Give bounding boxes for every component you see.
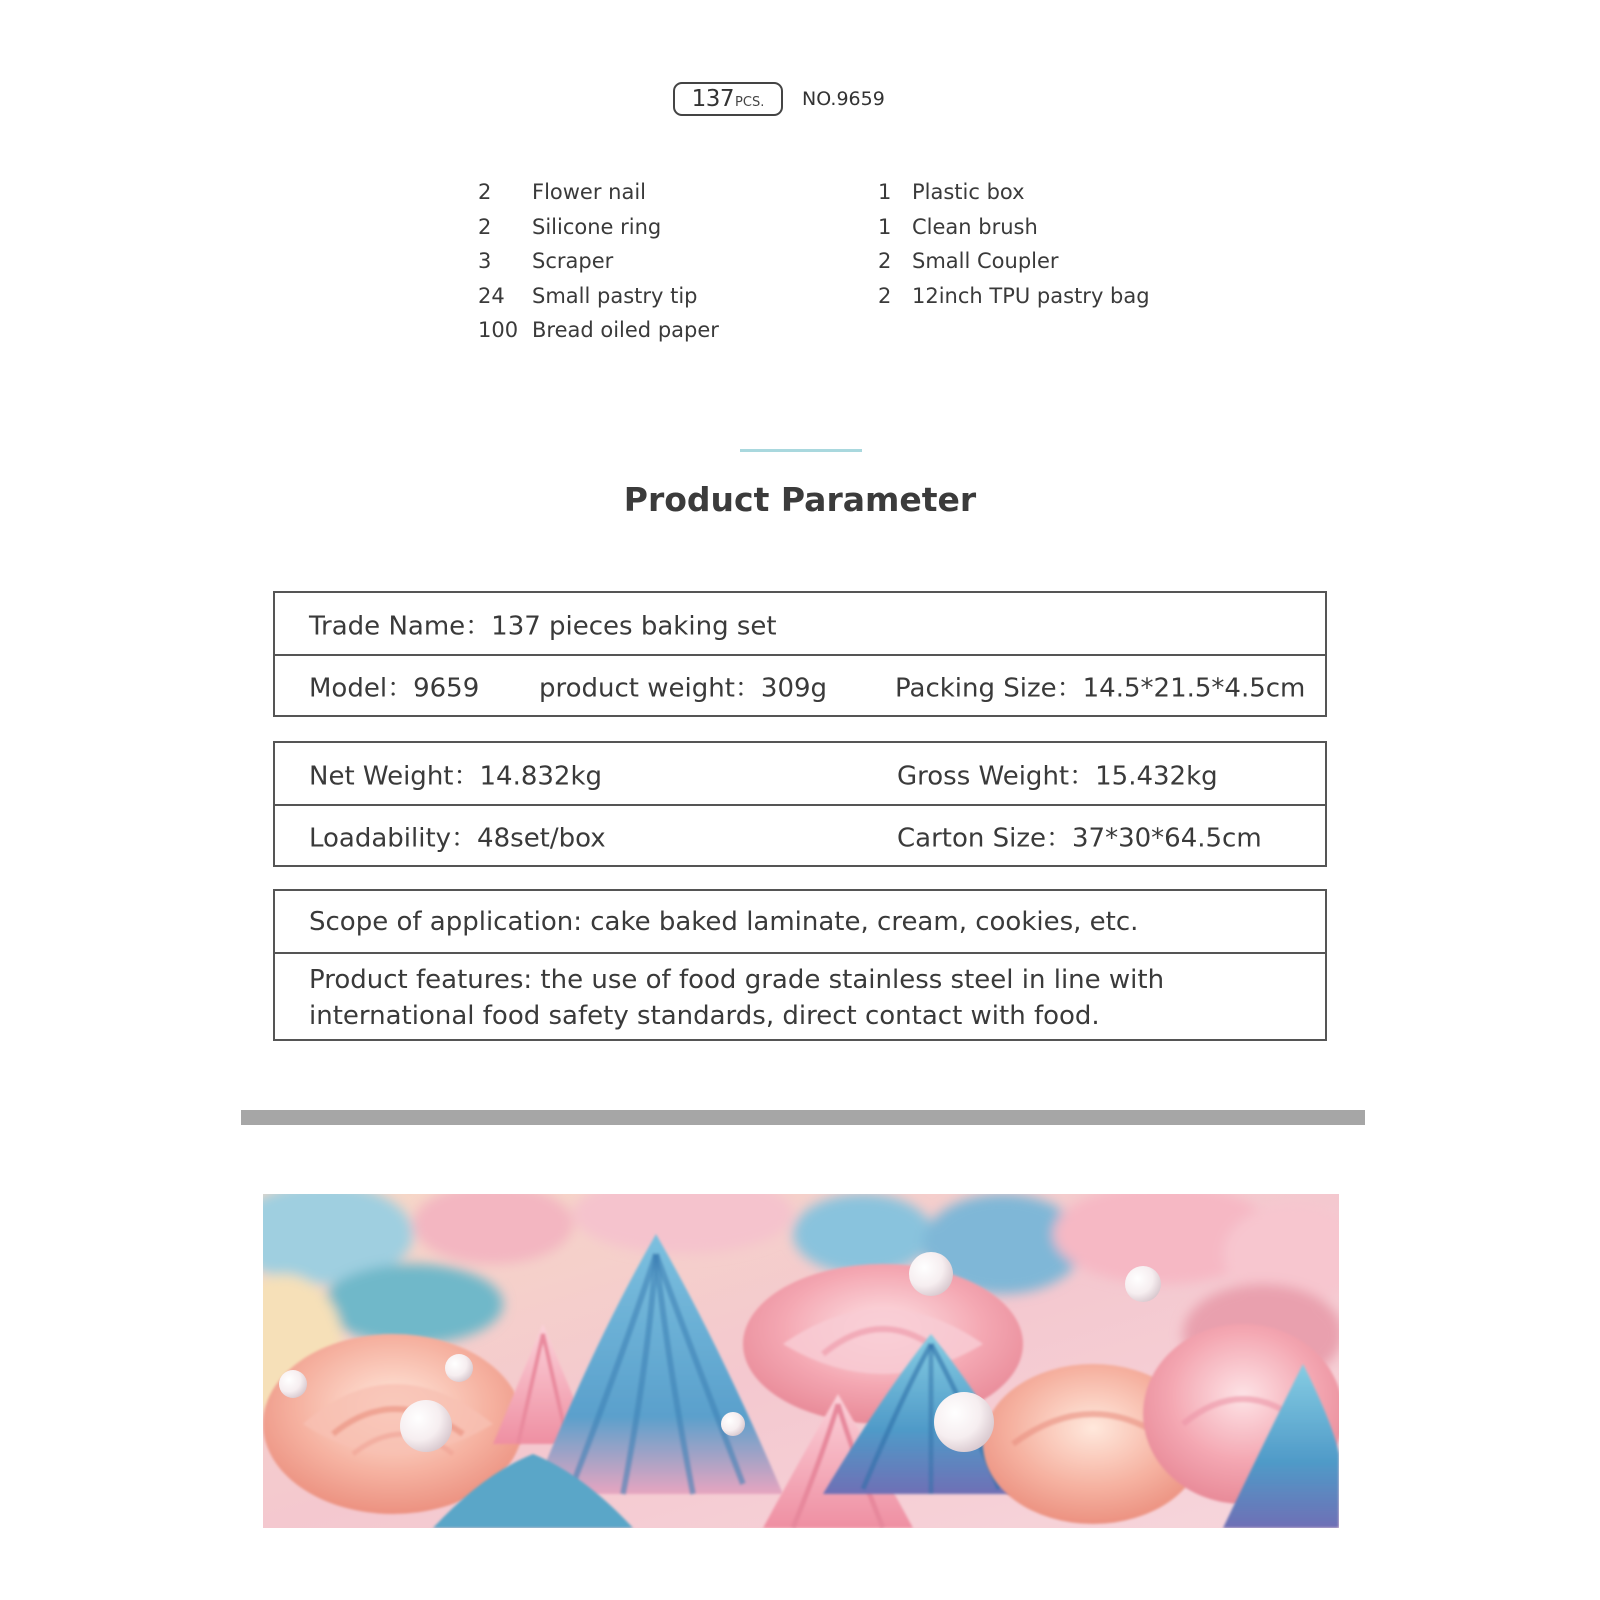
pieces-unit: PCS. — [735, 95, 765, 110]
carton-size-cell: Carton Size：37*30*64.5cm — [897, 823, 1262, 853]
frosting-banner-image — [263, 1194, 1339, 1528]
scope-cell: Scope of application: cake baked laminate, cream, cookies, etc. — [309, 906, 1139, 937]
packing-size-cell: Packing Size：14.5*21.5*4.5cm — [895, 673, 1306, 703]
item-name: Small pastry tip — [532, 283, 698, 308]
parameter-table-description — [273, 889, 1327, 1041]
item-name: Small Coupler — [912, 249, 1059, 273]
table-row — [275, 743, 1325, 804]
table-row — [275, 804, 1325, 865]
features-cell: Product features: the use of food grade stainless steel in line with international food safety standards, direct contact with food. — [309, 965, 1165, 1031]
item-quantity: 1 — [878, 214, 892, 239]
item-quantity: 100 — [478, 318, 519, 342]
item-quantity: 2 — [878, 283, 892, 308]
net-weight-cell: Net Weight：14.832kg — [309, 761, 603, 791]
parameter-table-basic — [273, 591, 1327, 717]
model-number: NO.9659 — [802, 88, 885, 110]
model-cell: Model：9659 — [309, 673, 480, 703]
gross-weight-cell: Gross Weight：15.432kg — [897, 761, 1218, 791]
product-header — [0, 82, 1600, 122]
trade-name-cell: Trade Name：137 pieces baking set — [309, 611, 777, 641]
item-quantity: 1 — [878, 180, 892, 204]
loadability-cell: Loadability：48set/box — [309, 823, 606, 853]
section-divider — [241, 1110, 1365, 1125]
table-row — [275, 952, 1325, 1039]
pieces-count: 137 — [691, 86, 735, 112]
table-row — [275, 593, 1325, 654]
section-accent-line — [740, 449, 862, 452]
item-name: Scraper — [532, 249, 614, 273]
item-quantity: 24 — [478, 283, 505, 308]
item-name: Plastic box — [912, 180, 1025, 204]
item-quantity: 2 — [478, 180, 492, 204]
item-quantity: 2 — [478, 214, 492, 239]
item-name: Flower nail — [532, 180, 647, 204]
item-quantity: 2 — [878, 249, 892, 273]
pieces-badge — [673, 82, 783, 116]
item-name: 12inch TPU pastry bag — [912, 283, 1150, 308]
item-name: Clean brush — [912, 214, 1038, 239]
product-weight-cell: product weight：309g — [539, 673, 828, 703]
item-name: Silicone ring — [532, 214, 662, 239]
parameter-table-shipping — [273, 741, 1327, 867]
table-row — [275, 891, 1325, 952]
item-name: Bread oiled paper — [532, 318, 719, 342]
item-quantity: 3 — [478, 249, 492, 273]
section-title: Product Parameter — [623, 480, 977, 519]
table-row — [275, 654, 1325, 715]
